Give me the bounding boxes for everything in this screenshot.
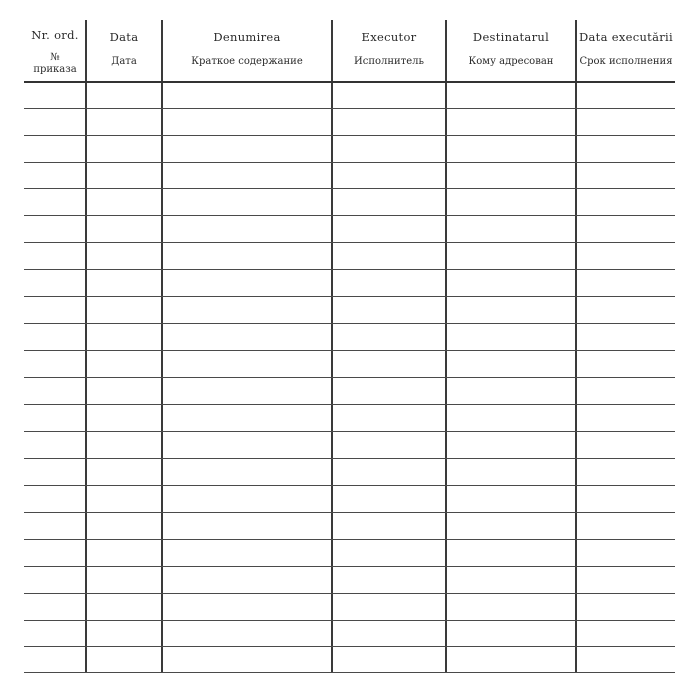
column-divider	[161, 20, 163, 673]
column-divider	[445, 20, 447, 673]
header-order-number-ru-line1: №	[50, 52, 60, 63]
header-title	[162, 22, 332, 78]
row-line	[24, 188, 675, 189]
row-line	[24, 431, 675, 432]
row-line	[24, 620, 675, 621]
row-line	[24, 108, 675, 109]
header-order-number-ru-line2: приказа	[33, 64, 77, 75]
row-line	[24, 377, 675, 378]
row-line	[24, 162, 675, 163]
row-line	[24, 242, 675, 243]
column-divider	[85, 20, 87, 673]
row-line	[24, 539, 675, 540]
header-title-ru: Краткое содержание	[191, 56, 303, 67]
header-order-number-ru	[24, 52, 86, 76]
row-line	[24, 593, 675, 594]
header-addressee-ru: Кому адресован	[468, 56, 554, 67]
row-line	[24, 135, 675, 136]
column-divider	[331, 20, 333, 673]
header-date	[86, 22, 162, 78]
header-rule	[24, 81, 675, 83]
row-line	[24, 269, 675, 270]
row-line	[24, 566, 675, 567]
header-title-ro: Denumirea	[213, 30, 281, 44]
header-execution-date	[576, 22, 676, 78]
header-executor	[332, 22, 446, 78]
header-addressee	[446, 22, 576, 78]
row-line	[24, 296, 675, 297]
header-order-number-ro: Nr. ord.	[31, 28, 79, 42]
row-line	[24, 646, 675, 647]
row-line	[24, 458, 675, 459]
header-date-ru: Дата	[111, 56, 137, 67]
header-order-number	[24, 22, 86, 78]
row-line	[24, 512, 675, 513]
header-execution-date-ro: Data executării	[579, 30, 673, 44]
row-line	[24, 404, 675, 405]
row-line	[24, 323, 675, 324]
header-addressee-ro: Destinatarul	[472, 30, 550, 44]
row-line	[24, 485, 675, 486]
row-line	[24, 350, 675, 351]
header-execution-date-ru: Срок исполнения	[579, 56, 673, 67]
column-divider	[575, 20, 577, 673]
header-executor-ru: Исполнитель	[354, 56, 424, 67]
header-date-ro: Data	[109, 30, 139, 44]
row-line	[24, 215, 675, 216]
header-executor-ro: Executor	[361, 30, 417, 44]
row-line	[24, 672, 675, 673]
